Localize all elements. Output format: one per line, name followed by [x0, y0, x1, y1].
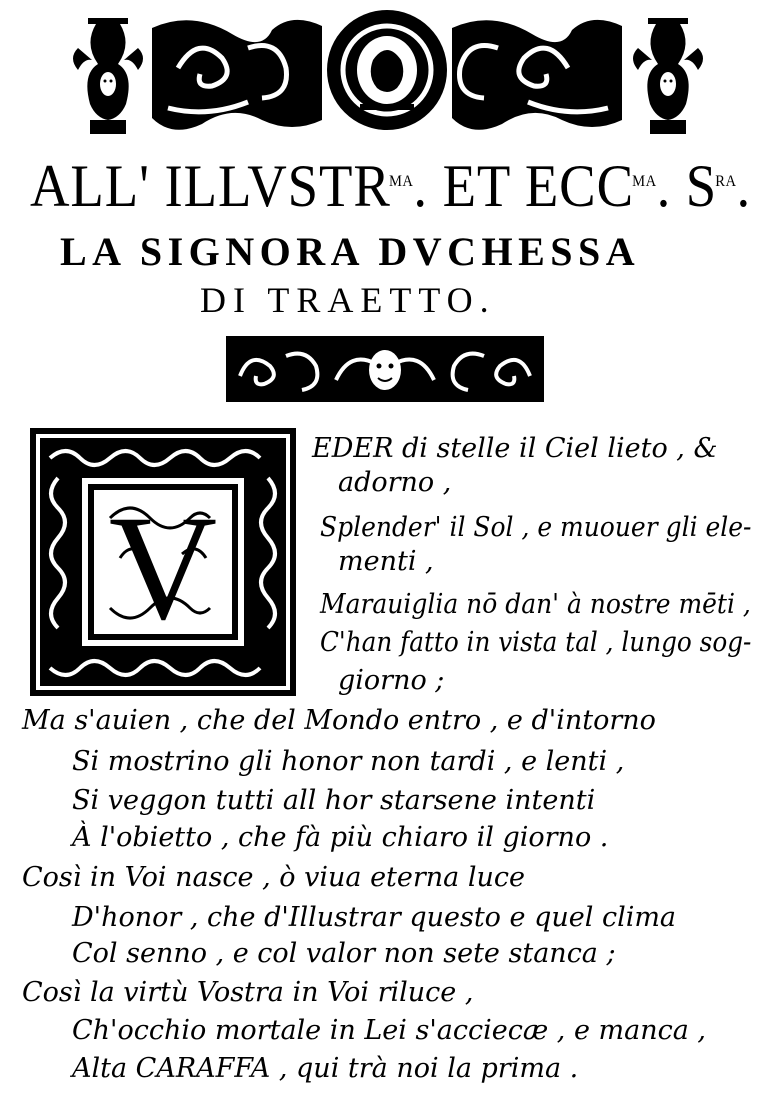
- poem-line: Ch'occhio mortale in Lei s'acciecæ , e manca ,: [72, 1015, 706, 1046]
- poem-line: C'han fatto in vista tal , lungo sog-: [320, 627, 752, 658]
- poem-line: D'honor , che d'Illustrar questo e quel clima: [72, 902, 677, 933]
- poem-line: Si veggon tutti all hor starsene intenti: [72, 785, 596, 816]
- poem-line: Ma s'auien , che del Mondo entro , e d'intorno: [22, 705, 656, 736]
- poem-line: menti ,: [338, 546, 434, 577]
- dedication-title-line3: DI TRAETTO.: [200, 280, 496, 320]
- poem-line: Marauiglia nō dan' à nostre mēti ,: [320, 589, 751, 620]
- poem-line: Così in Voi nasce , ò viua eterna luce: [22, 862, 525, 893]
- poem-line: Così la virtù Vostra in Voi riluce ,: [22, 977, 474, 1008]
- poem-line: EDER di stelle il Ciel lieto , &: [312, 433, 718, 464]
- dedication-title-line2: LA SIGNORA DVCHESSA: [60, 229, 641, 274]
- poem-line: Splender' il Sol , e muouer gli ele-: [320, 512, 752, 543]
- title1-superscript-c: RA: [715, 173, 737, 190]
- small-ornament-icon: [226, 336, 544, 402]
- title1-superscript-a: MA: [388, 173, 414, 190]
- poem-line: À l'obietto , che fà più chiaro il giorno .: [72, 822, 609, 853]
- headpiece-ornament-icon: [68, 8, 706, 140]
- dropcap-letter: V: [108, 485, 218, 651]
- title1-part-c: . S: [656, 153, 718, 219]
- poem-line: Col senno , e col valor non sete stanca ;: [72, 938, 616, 969]
- dedication-title-line1: [30, 150, 752, 222]
- poem-line: Si mostrino gli honor non tardi , e lenti ,: [72, 746, 625, 777]
- dropcap-frame-icon: [30, 428, 296, 696]
- poem-line: adorno ,: [338, 467, 452, 498]
- title1-part-a: ALL' ILLVSTR: [30, 153, 391, 219]
- title1-part-b: . ET ECC: [413, 153, 635, 219]
- title1-superscript-b: MA: [632, 173, 657, 190]
- poem-line: Alta CARAFFA , qui trà noi la prima .: [72, 1053, 579, 1084]
- poem-line: giorno ;: [338, 665, 445, 696]
- title1-part-d: .: [736, 153, 752, 219]
